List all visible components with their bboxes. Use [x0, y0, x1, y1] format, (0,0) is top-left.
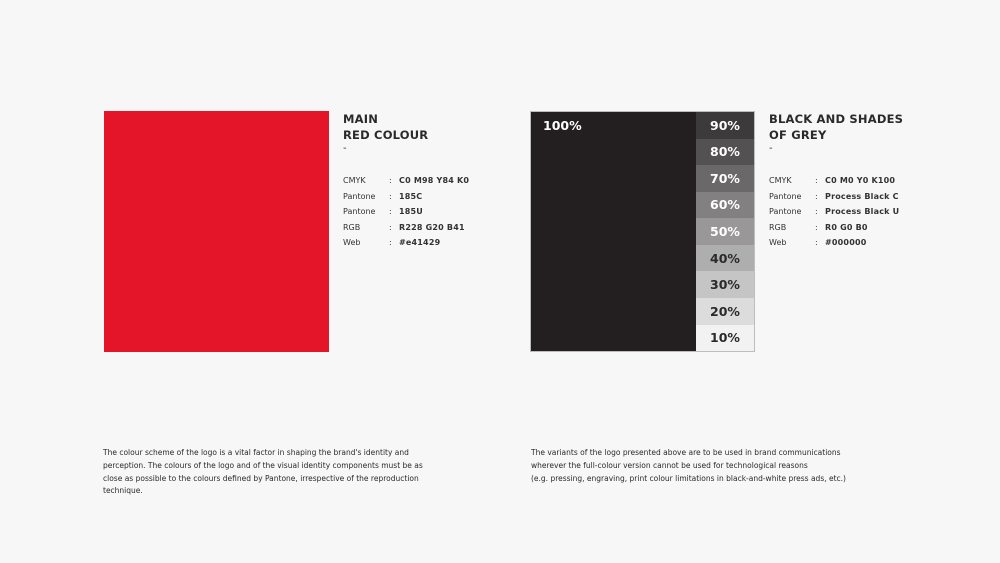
logo-variants-note-line-1: The variants of the logo presented above are to be used in brand communications [531, 448, 841, 457]
spec-separator: : [815, 176, 818, 185]
spec-value: 185U [399, 207, 423, 216]
red-colour-info [343, 111, 469, 251]
grey-shade-swatch: 40% [696, 245, 754, 272]
spec-value: C0 M0 Y0 K100 [825, 176, 896, 185]
grey-shade-swatch: 30% [696, 271, 754, 298]
spec-row [769, 173, 899, 189]
spec-separator: : [815, 238, 818, 247]
logo-variants-note-line-2: wherever the full-colour version cannot be used for technological reasons [531, 460, 808, 470]
spec-key: Pantone [343, 191, 376, 201]
spec-value: Process Black U [825, 207, 900, 216]
spec-key: Web [769, 238, 787, 247]
grey-shade-swatch: 80% [696, 139, 754, 166]
spec-separator: : [389, 176, 392, 185]
spec-row [343, 173, 469, 189]
spec-separator: : [389, 238, 392, 247]
grey-colour-info [769, 111, 903, 251]
grey-shade-swatch: 50% [696, 218, 754, 245]
grey-shades-column [696, 112, 754, 351]
spec-key: Pantone [769, 191, 802, 201]
black-percent-label: 100% [543, 118, 582, 133]
grey-shade-swatch: 60% [696, 192, 754, 219]
spec-key: Pantone [343, 207, 376, 216]
grey-shade-swatch: 70% [696, 165, 754, 192]
spec-row [769, 189, 899, 205]
grey-shade-swatch: 20% [696, 298, 754, 325]
spec-separator: : [815, 191, 818, 201]
spec-key: CMYK [343, 176, 366, 185]
colour-scheme-note: The colour scheme of the logo is a vital factor in shaping the brand's identity and perception. The colours of the logo and of the visual identity components must be as close as possible to the colours defined by Pantone, irrespective of the reproduction technique. [103, 448, 423, 496]
spec-value: R0 G0 B0 [825, 222, 868, 232]
spec-row [343, 204, 469, 220]
grey-colour-dash: - [769, 143, 773, 154]
grey-spec-table [769, 173, 899, 251]
spec-row [769, 220, 899, 236]
spec-value: 185C [399, 191, 423, 201]
black-grey-swatch-panel [530, 111, 755, 352]
spec-value: #e41429 [399, 238, 441, 247]
spec-row [343, 235, 469, 251]
red-colour-dash: - [343, 143, 347, 154]
red-spec-table [343, 173, 469, 251]
spec-row [343, 189, 469, 205]
red-colour-title: MAIN RED COLOUR [343, 112, 429, 142]
spec-separator: : [389, 191, 392, 201]
grey-shade-swatch: 90% [696, 112, 754, 139]
spec-separator: : [389, 207, 392, 216]
spec-key: RGB [343, 222, 361, 232]
spec-separator: : [815, 222, 818, 232]
spec-separator: : [389, 222, 392, 232]
spec-key: CMYK [769, 176, 792, 185]
spec-row [769, 235, 899, 251]
spec-row [343, 220, 469, 236]
spec-value: Process Black C [825, 191, 899, 201]
logo-variants-note-line-3: (e.g. pressing, engraving, print colour limitations in black-and-white press ads, etc.) [531, 473, 846, 483]
grey-colour-title: BLACK AND SHADES OF GREY [769, 112, 904, 142]
spec-value: C0 M98 Y84 K0 [399, 176, 470, 185]
spec-value: R228 G20 B41 [399, 222, 465, 232]
spec-row [769, 204, 899, 220]
spec-key: Web [343, 238, 361, 247]
spec-value: #000000 [825, 238, 867, 247]
spec-key: RGB [769, 222, 787, 232]
spec-key: Pantone [769, 207, 802, 216]
grey-shade-swatch: 10% [696, 325, 754, 352]
main-red-swatch [104, 111, 329, 352]
logo-variants-note [531, 447, 891, 485]
spec-separator: : [815, 207, 818, 216]
black-swatch [531, 112, 696, 351]
